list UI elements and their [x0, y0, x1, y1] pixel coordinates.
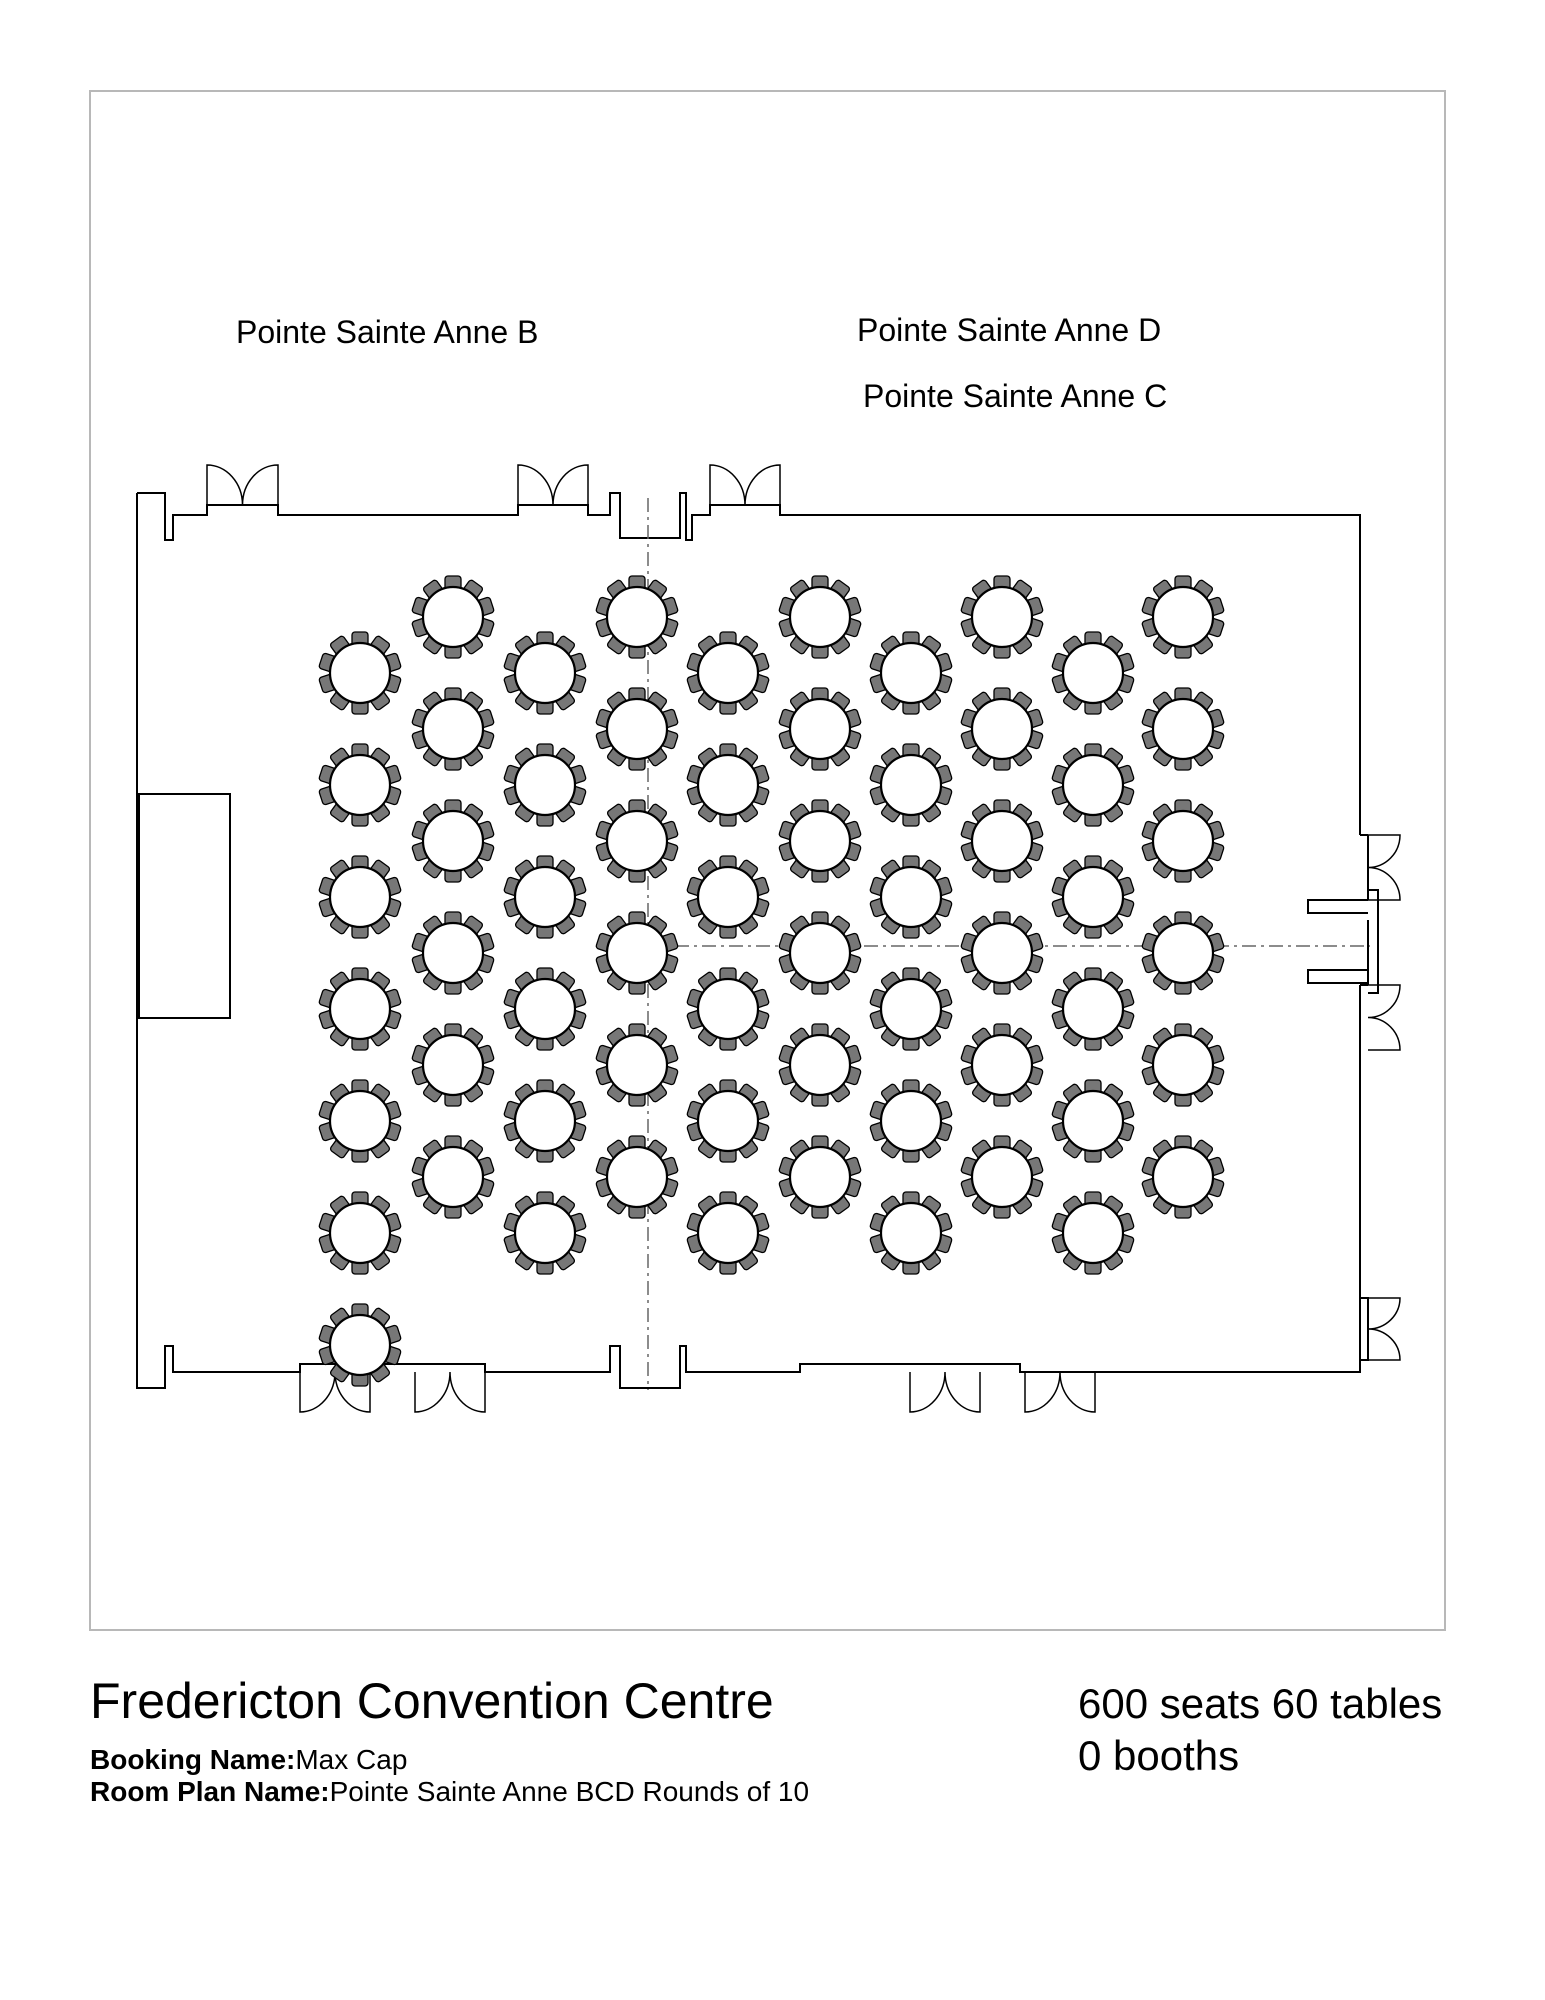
door	[710, 465, 780, 505]
venue-title: Fredericton Convention Centre	[90, 1673, 774, 1729]
round-table	[504, 1080, 587, 1162]
round-table	[961, 576, 1044, 658]
table-top	[330, 643, 390, 703]
table-top	[698, 867, 758, 927]
room-label-c: Pointe Sainte Anne C	[863, 378, 1168, 414]
table-top	[790, 1147, 850, 1207]
table-top	[1063, 979, 1123, 1039]
door	[1368, 1298, 1400, 1360]
table-top	[515, 1091, 575, 1151]
round-table	[779, 576, 862, 658]
round-table	[596, 1024, 679, 1106]
table-top	[1153, 1147, 1213, 1207]
seat-table-count: 600 seats 60 tables	[1078, 1680, 1443, 1727]
round-table	[319, 744, 402, 826]
round-table	[961, 1024, 1044, 1106]
table-top	[330, 1315, 390, 1375]
round-table	[596, 576, 679, 658]
table-top	[881, 867, 941, 927]
table-top	[698, 643, 758, 703]
round-table	[1142, 800, 1225, 882]
table-top	[1153, 1035, 1213, 1095]
table-top	[1063, 1091, 1123, 1151]
table-top	[698, 1203, 758, 1263]
table-top	[423, 811, 483, 871]
round-table	[412, 912, 495, 994]
round-table	[870, 1080, 953, 1162]
table-top	[698, 755, 758, 815]
table-top	[423, 923, 483, 983]
room-label-d: Pointe Sainte Anne D	[857, 312, 1162, 348]
table-top	[423, 699, 483, 759]
table-top	[330, 755, 390, 815]
round-table	[1052, 1192, 1135, 1274]
round-table	[870, 632, 953, 714]
table-top	[423, 587, 483, 647]
table-top	[515, 755, 575, 815]
table-top	[607, 1147, 667, 1207]
table-top	[515, 643, 575, 703]
door	[1025, 1372, 1095, 1412]
round-table	[1142, 1024, 1225, 1106]
door	[207, 465, 278, 505]
table-top	[972, 923, 1032, 983]
round-table	[961, 800, 1044, 882]
round-table	[412, 1024, 495, 1106]
round-table	[1052, 632, 1135, 714]
round-table	[596, 1136, 679, 1218]
table-top	[330, 1091, 390, 1151]
table-top	[972, 811, 1032, 871]
round-table	[961, 688, 1044, 770]
table-top	[972, 699, 1032, 759]
table-top	[790, 699, 850, 759]
table-top	[330, 867, 390, 927]
round-table	[870, 744, 953, 826]
round-table	[687, 1080, 770, 1162]
room-label-b: Pointe Sainte Anne B	[236, 314, 539, 350]
table-top	[972, 587, 1032, 647]
round-table	[687, 968, 770, 1050]
round-table	[412, 688, 495, 770]
table-top	[790, 1035, 850, 1095]
stage	[139, 794, 230, 1018]
table-top	[607, 699, 667, 759]
door	[1368, 985, 1400, 1050]
round-table	[961, 1136, 1044, 1218]
round-table	[412, 576, 495, 658]
round-table	[504, 856, 587, 938]
door	[518, 465, 588, 505]
round-table	[961, 912, 1044, 994]
table-top	[515, 979, 575, 1039]
round-table	[1052, 968, 1135, 1050]
table-top	[423, 1147, 483, 1207]
round-table	[596, 912, 679, 994]
room-plan-value: Pointe Sainte Anne BCD Rounds of 10	[329, 1776, 810, 1807]
round-table	[319, 1192, 402, 1274]
round-table	[870, 968, 953, 1050]
table-top	[790, 923, 850, 983]
round-table	[1142, 576, 1225, 658]
table-top	[607, 923, 667, 983]
table-top	[607, 1035, 667, 1095]
table-top	[515, 1203, 575, 1263]
round-table	[779, 1136, 862, 1218]
round-table	[596, 800, 679, 882]
round-table	[870, 856, 953, 938]
table-top	[1153, 699, 1213, 759]
booking-line	[90, 1744, 407, 1776]
round-table	[687, 856, 770, 938]
round-table	[412, 800, 495, 882]
door	[910, 1372, 980, 1412]
round-table	[1142, 1136, 1225, 1218]
table-top	[698, 979, 758, 1039]
door	[415, 1372, 485, 1412]
table-top	[881, 643, 941, 703]
table-top	[881, 1091, 941, 1151]
table-top	[330, 979, 390, 1039]
booth-count: 0 booths	[1078, 1732, 1240, 1779]
table-top	[515, 867, 575, 927]
table-top	[607, 811, 667, 871]
round-table	[319, 1304, 402, 1386]
table-top	[881, 979, 941, 1039]
round-table	[319, 1080, 402, 1162]
round-table	[1142, 912, 1225, 994]
table-top	[330, 1203, 390, 1263]
room-plan-label: Room Plan Name:	[90, 1776, 330, 1807]
round-table	[1052, 856, 1135, 938]
round-table	[779, 688, 862, 770]
tables	[319, 576, 1225, 1386]
table-top	[1153, 587, 1213, 647]
table-top	[698, 1091, 758, 1151]
round-table	[687, 632, 770, 714]
table-top	[790, 811, 850, 871]
round-table	[870, 1192, 953, 1274]
round-table	[1052, 1080, 1135, 1162]
table-top	[881, 755, 941, 815]
table-top	[607, 587, 667, 647]
round-table	[319, 632, 402, 714]
round-table	[504, 632, 587, 714]
round-table	[319, 856, 402, 938]
round-table	[504, 744, 587, 826]
table-top	[1063, 755, 1123, 815]
table-top	[1063, 643, 1123, 703]
table-top	[1153, 811, 1213, 871]
booking-label: Booking Name:	[90, 1744, 296, 1775]
round-table	[779, 912, 862, 994]
round-table	[1142, 688, 1225, 770]
table-top	[972, 1147, 1032, 1207]
round-table	[596, 688, 679, 770]
round-table	[779, 1024, 862, 1106]
table-top	[881, 1203, 941, 1263]
round-table	[687, 1192, 770, 1274]
round-table	[504, 968, 587, 1050]
table-top	[790, 587, 850, 647]
booking-value: Max Cap	[295, 1744, 408, 1775]
round-table	[1052, 744, 1135, 826]
room-plan-line	[90, 1776, 809, 1808]
round-table	[687, 744, 770, 826]
table-top	[1063, 867, 1123, 927]
round-table	[412, 1136, 495, 1218]
round-table	[779, 800, 862, 882]
table-top	[423, 1035, 483, 1095]
table-top	[1153, 923, 1213, 983]
round-table	[319, 968, 402, 1050]
round-table	[504, 1192, 587, 1274]
table-top	[1063, 1203, 1123, 1263]
table-top	[972, 1035, 1032, 1095]
